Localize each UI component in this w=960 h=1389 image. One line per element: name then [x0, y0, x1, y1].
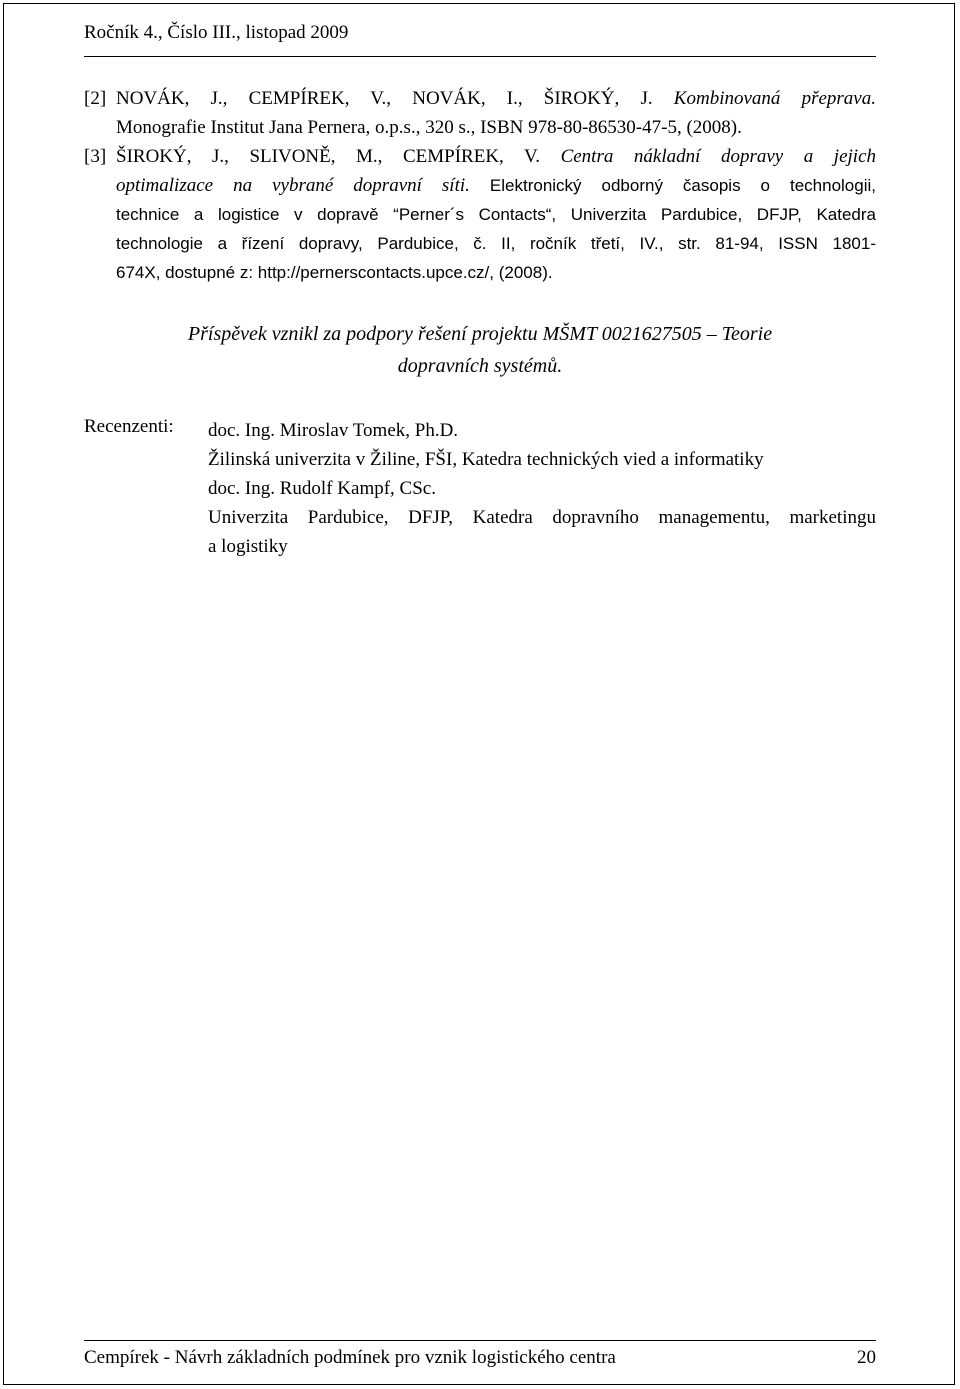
reviewer-2-affiliation: Univerzita Pardubice, DFJP, Katedra dopravního managementu, marketingu	[208, 507, 876, 528]
grant-note-line-1: Příspěvek vznikl za podpory řešení projektu MŠMT 0021627505 – Teorie	[187, 323, 773, 345]
grant-note-line-2: dopravních systémů.	[397, 355, 563, 377]
reviewer-1-affiliation: Žilinská univerzita v Žiline, FŠI, Katedra technických vied a informatiky	[208, 449, 764, 470]
reference-2-authors: NOVÁK, J., CEMPÍREK, V., NOVÁK, I., ŠIROKÝ, J.	[116, 88, 653, 109]
reference-2-number: [2]	[84, 88, 107, 109]
reference-3-title-part-1: Centra nákladní dopravy a jejich	[560, 146, 876, 167]
reference-3-authors-title	[116, 142, 876, 171]
reference-3-authors: ŠIROKÝ, J., SLIVONĚ, M., CEMPÍREK, V.	[116, 146, 541, 167]
header-rule	[84, 56, 876, 57]
reference-3-line-1	[84, 142, 876, 171]
reference-3-line-3: technice a logistice v dopravě “Perner´s Contacts“, Univerzita Pardubice, DFJP, Katedra	[116, 205, 876, 224]
page-number: 20	[857, 1347, 876, 1368]
reviewer-1-name: doc. Ing. Miroslav Tomek, Ph.D.	[208, 420, 459, 441]
reviewer-2-name: doc. Ing. Rudolf Kampf, CSc.	[208, 478, 436, 499]
reference-3-line-5: 674X, dostupné z: http://pernerscontacts.upce.cz/, (2008).	[116, 263, 553, 282]
reference-2-line-1	[84, 84, 876, 113]
footer-title: Cempírek - Návrh základních podmínek pro vznik logistického centra	[84, 1347, 616, 1368]
reference-2-title: Kombinovaná přeprava.	[673, 88, 876, 109]
reference-2-authors-title	[116, 84, 876, 113]
reference-3-journal-start: Elektronický odborný časopis o technologii,	[489, 176, 876, 195]
reviewer-2-affiliation-cont: a logistiky	[208, 536, 288, 557]
reference-3-line-2	[116, 171, 876, 200]
reviewers-label: Recenzenti:	[84, 416, 174, 437]
running-header: Ročník 4., Číslo III., listopad 2009	[84, 22, 349, 43]
reference-3-line-4: technologie a řízení dopravy, Pardubice, č. II, ročník třetí, IV., str. 81-94, ISSN 1801-	[116, 234, 876, 253]
reference-3-number: [3]	[84, 146, 107, 167]
footer-rule	[84, 1340, 876, 1341]
reference-2-line-2: Monografie Institut Jana Pernera, o.p.s., 320 s., ISBN 978-80-86530-47-5, (2008).	[116, 117, 742, 138]
reference-3-title-part-2: optimalizace na vybrané dopravní síti.	[116, 175, 470, 196]
